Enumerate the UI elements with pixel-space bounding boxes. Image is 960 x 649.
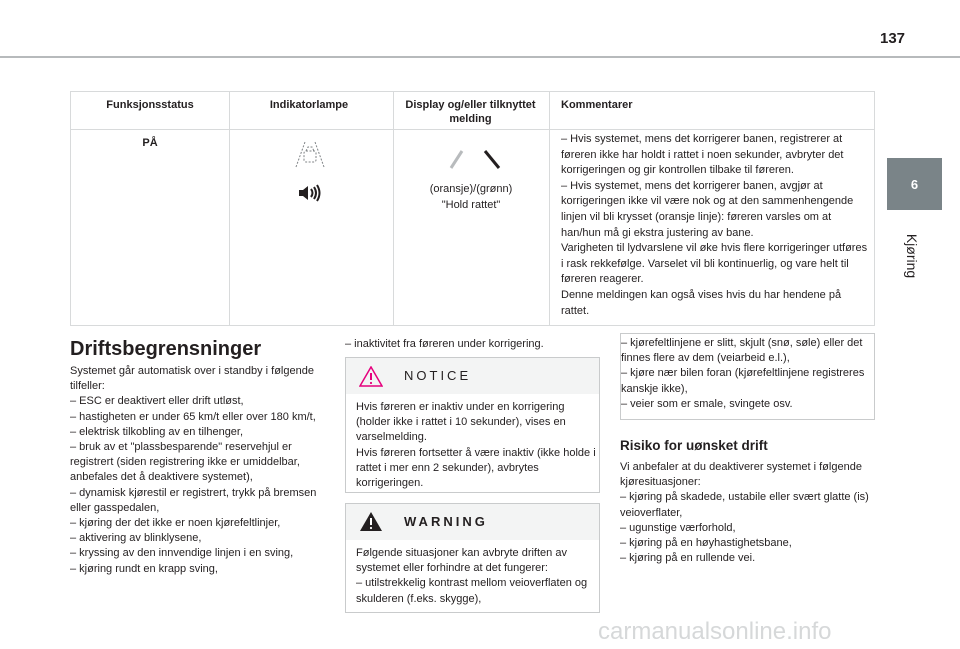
warning-title: WARNING [404, 514, 488, 529]
comment-text: – Hvis systemet, mens det korrigerer banen, registrerer at føreren ikke har holdt i rattet i noen sekunder, avbryter det korrigeringen og gir kontrollen tilbake til føreren. – Hvis systemet, mens det korrigerer banen, avgjør at korrigeringen ikke vil være nok og at den sammenhengende linjen vil bli krysset (oransje linje): føreren varsles om at han/hun må gi ekstra justering av bane. Varigheten til lydvarslene vil øke hvis flere korrigeringer utføres i rask rekkefølge. Varselet vil bli kontinuerlig, og vare helt til føreren reagerer. Denne meldingen kan også vises hvis du har hendene på rattet. [561, 133, 868, 317]
table-header-display: Display og/eller tilknyttet melding [405, 99, 536, 125]
status-value: PÅ [142, 137, 158, 149]
risk-title: Risiko for uønsket drift [620, 438, 768, 453]
limitations-list: Systemet går automatisk over i standby i følgende tilfeller: – ESC er deaktivert eller drift utløst, – hastigheten er under 65 km/t eller over 180 km/t, – elektrisk tilkobling av en tilhenger, – bruk av et "plassbesparende" reservehjul er registrert (siden registrering ikke er umiddelbar, anbefales det å deaktivere systemet), – dynamisk kjørestil er registrert, trykk på bremsen eller gasspedalen, – kjøring der det ikke er noen kjørefeltlinjer, – aktivering av blinklysene, – kryssing av den innvendige linjen i en sving, – kjøring rundt en krapp sving, [70, 365, 317, 575]
warning-box [345, 503, 600, 613]
function-table [70, 91, 875, 326]
risk-text: Vi anbefaler at du deaktiverer systemet i følgende kjøresituasjoner: – kjøring på skadede, ustabile eller svært glatte (is) veioverflater, – ugunstige værforhold, – kjøring på en høyhastighetsbane, – kjøring på en rullende vei. [620, 461, 869, 565]
section-title: Driftsbegrensninger [70, 338, 262, 360]
warning-text: Følgende situasjoner kan avbryte driften av systemet eller forhindre at det fungerer: – utilstrekkelig kontrast mellom veioverflaten og skulderen (f.eks. skygge), [356, 547, 588, 605]
table-header-comments: Kommentarer [561, 99, 633, 111]
limitations-continued-text: – kjørefeltlinjene er slitt, skjult (snø, søle) eller det finnes flere av dem (veiarbeid e.l.), – kjøre nær bilen foran (kjørefeltlinjene registreres kanskje ikke), – veier som er smale, svingete osv. [621, 337, 865, 410]
lane-lines-icon [449, 148, 503, 170]
watermark: carmanualsonline.info [598, 618, 832, 645]
table-column-rule [549, 92, 550, 325]
table-column-rule [229, 92, 230, 325]
warning-triangle-icon [359, 366, 383, 387]
notice-box [345, 357, 600, 493]
table-header-indicator: Indikatorlampe [269, 99, 349, 111]
limitations-continued-box [620, 333, 875, 420]
notice-title: NOTICE [404, 368, 472, 383]
table-header-status: Funksjonsstatus [106, 99, 194, 111]
warning-triangle-icon [359, 511, 383, 532]
audible-alert-icon [298, 184, 322, 202]
display-message: (oransje)/(grønn) "Hold rattet" [429, 183, 513, 211]
notice-text: Hvis føreren er inaktiv under en korrigering (holder ikke i rattet i 10 sekunder), vises en varselmelding. Hvis føreren fortsetter å være inaktiv (ikke holde i rattet i mer enn 2 sekunder), avbrytes korrigeringen. [356, 401, 596, 490]
table-divider [71, 129, 874, 130]
inactivity-item: – inaktivitet fra føreren under korrigering. [345, 338, 544, 350]
chapter-label: Kjøring [904, 233, 920, 279]
chapter-number: 6 [910, 177, 919, 192]
page-number: 137 [880, 30, 906, 47]
header-rule [0, 56, 960, 58]
lane-keeping-indicator-icon [293, 139, 327, 169]
